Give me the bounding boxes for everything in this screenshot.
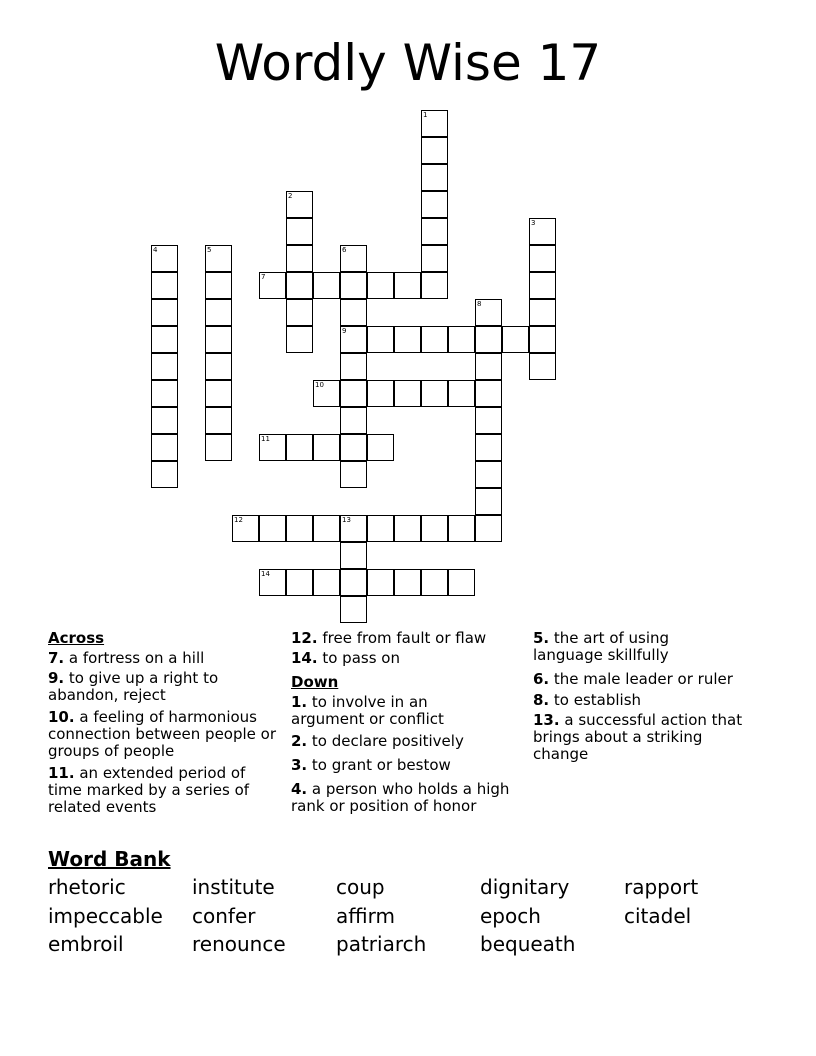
- clue-across-9: 9. to give up a right to abandon, reject: [48, 669, 219, 704]
- grid-cell[interactable]: [286, 299, 313, 326]
- grid-cell[interactable]: [313, 380, 340, 407]
- grid-cell[interactable]: [151, 245, 178, 272]
- grid-cell[interactable]: [340, 515, 367, 542]
- grid-cell[interactable]: [205, 380, 232, 407]
- grid-cell[interactable]: [448, 326, 475, 353]
- word-bank-item: dignitary: [480, 875, 570, 899]
- cell-number: 7: [261, 273, 266, 281]
- grid-cell[interactable]: [448, 569, 475, 596]
- clue-down-2: 2. to declare positively: [291, 732, 464, 750]
- grid-cell[interactable]: [394, 515, 421, 542]
- clue-down-6: 6. the male leader or ruler: [533, 670, 733, 688]
- grid-cell[interactable]: [259, 434, 286, 461]
- grid-cell[interactable]: [205, 299, 232, 326]
- grid-cell[interactable]: [421, 272, 448, 299]
- grid-cell[interactable]: [529, 353, 556, 380]
- grid-cell[interactable]: [421, 110, 448, 137]
- grid-cell[interactable]: [286, 218, 313, 245]
- cell-number: 9: [342, 327, 347, 335]
- grid-cell[interactable]: [475, 461, 502, 488]
- grid-cell[interactable]: [394, 326, 421, 353]
- page-title: Wordly Wise 17: [214, 34, 602, 92]
- grid-cell[interactable]: [313, 569, 340, 596]
- grid-cell[interactable]: [286, 515, 313, 542]
- grid-cell[interactable]: [340, 461, 367, 488]
- grid-cell[interactable]: [475, 515, 502, 542]
- word-bank-item: renounce: [192, 932, 286, 956]
- grid-cell[interactable]: [475, 326, 502, 353]
- cell-number: 13: [342, 516, 351, 524]
- grid-cell[interactable]: [259, 515, 286, 542]
- grid-cell[interactable]: [421, 137, 448, 164]
- grid-cell[interactable]: [313, 272, 340, 299]
- down-heading: Down: [291, 673, 339, 691]
- grid-cell[interactable]: [502, 326, 529, 353]
- grid-cell[interactable]: [205, 245, 232, 272]
- grid-cell[interactable]: [367, 326, 394, 353]
- clue-across-11: 11. an extended period of time marked by a series of related events: [48, 764, 250, 816]
- grid-cell[interactable]: [475, 407, 502, 434]
- grid-cell[interactable]: [340, 326, 367, 353]
- word-bank-item: epoch: [480, 904, 541, 928]
- clue-down-5: 5. the art of using language skillfully: [533, 629, 670, 664]
- cell-number: 4: [153, 246, 158, 254]
- word-bank-item: coup: [336, 875, 385, 899]
- grid-cell[interactable]: [151, 326, 178, 353]
- grid-cell[interactable]: [448, 515, 475, 542]
- grid-cell[interactable]: [286, 245, 313, 272]
- word-bank-item: institute: [192, 875, 275, 899]
- grid-cell[interactable]: [367, 434, 394, 461]
- grid-cell[interactable]: [421, 245, 448, 272]
- grid-cell[interactable]: [529, 299, 556, 326]
- grid-cell[interactable]: [475, 488, 502, 515]
- grid-cell[interactable]: [340, 407, 367, 434]
- clues-column-3: [533, 630, 763, 768]
- grid-cell[interactable]: [313, 434, 340, 461]
- grid-cell[interactable]: [421, 569, 448, 596]
- grid-cell[interactable]: [340, 353, 367, 380]
- grid-cell[interactable]: [367, 569, 394, 596]
- grid-cell[interactable]: [286, 326, 313, 353]
- grid-cell[interactable]: [259, 569, 286, 596]
- word-bank-item: citadel: [624, 904, 692, 928]
- grid-cell[interactable]: [421, 164, 448, 191]
- clue-down-4: 4. a person who holds a high rank or position of honor: [291, 780, 510, 815]
- word-bank-item: embroil: [48, 932, 124, 956]
- grid-cell[interactable]: [421, 515, 448, 542]
- grid-cell[interactable]: [340, 542, 367, 569]
- grid-cell[interactable]: [286, 569, 313, 596]
- grid-cell[interactable]: [340, 245, 367, 272]
- grid-cell[interactable]: [340, 569, 367, 596]
- grid-cell[interactable]: [340, 380, 367, 407]
- clue-down-3: 3. to grant or bestow: [291, 756, 451, 774]
- grid-cell[interactable]: [340, 272, 367, 299]
- grid-cell[interactable]: [286, 434, 313, 461]
- clue-down-13: 13. a successful action that brings about a striking change: [533, 711, 743, 763]
- word-bank-item: affirm: [336, 904, 395, 928]
- word-bank-item: bequeath: [480, 932, 576, 956]
- grid-cell[interactable]: [259, 272, 286, 299]
- cell-number: 3: [531, 219, 536, 227]
- grid-cell[interactable]: [205, 326, 232, 353]
- grid-cell[interactable]: [529, 326, 556, 353]
- clue-down-8: 8. to establish: [533, 691, 642, 709]
- word-bank-item: impeccable: [48, 904, 163, 928]
- grid-cell[interactable]: [475, 299, 502, 326]
- grid-cell[interactable]: [232, 515, 259, 542]
- word-bank-item: rhetoric: [48, 875, 126, 899]
- word-bank-item: confer: [192, 904, 256, 928]
- grid-cell[interactable]: [151, 353, 178, 380]
- grid-cell[interactable]: [394, 569, 421, 596]
- grid-cell[interactable]: [340, 596, 367, 623]
- grid-cell[interactable]: [475, 380, 502, 407]
- grid-cell[interactable]: [151, 434, 178, 461]
- cell-number: 8: [477, 300, 482, 308]
- clue-across-14: 14. to pass on: [291, 649, 400, 667]
- across-heading: Across: [48, 629, 105, 647]
- grid-cell[interactable]: [286, 272, 313, 299]
- cell-number: 10: [315, 381, 324, 389]
- grid-cell[interactable]: [475, 434, 502, 461]
- grid-cell[interactable]: [151, 272, 178, 299]
- grid-cell[interactable]: [151, 299, 178, 326]
- grid-cell[interactable]: [421, 191, 448, 218]
- grid-cell[interactable]: [151, 461, 178, 488]
- cell-number: 11: [261, 435, 270, 443]
- grid-cell[interactable]: [421, 326, 448, 353]
- cell-number: 5: [207, 246, 212, 254]
- grid-cell[interactable]: [205, 434, 232, 461]
- grid-cell[interactable]: [529, 218, 556, 245]
- grid-cell[interactable]: [286, 191, 313, 218]
- grid-cell[interactable]: [340, 299, 367, 326]
- clue-across-12: 12. free from fault or flaw: [291, 629, 487, 647]
- grid-cell[interactable]: [448, 380, 475, 407]
- grid-cell[interactable]: [421, 380, 448, 407]
- clues-column-1: [48, 630, 278, 821]
- grid-cell[interactable]: [205, 272, 232, 299]
- clue-across-10: 10. a feeling of harmonious connection between people or groups of people: [48, 708, 277, 760]
- clue-across-7: 7. a fortress on a hill: [48, 649, 205, 667]
- grid-cell[interactable]: [313, 515, 340, 542]
- word-bank-heading: Word Bank: [48, 847, 171, 871]
- clue-down-1: 1. to involve in an argument or conflict: [291, 693, 444, 728]
- grid-cell[interactable]: [367, 380, 394, 407]
- word-bank-item: patriarch: [336, 932, 427, 956]
- clues-column-2: [291, 630, 523, 820]
- grid-cell[interactable]: [394, 272, 421, 299]
- cell-number: 14: [261, 570, 270, 578]
- word-bank-item: rapport: [624, 875, 699, 899]
- cell-number: 12: [234, 516, 243, 524]
- grid-cell[interactable]: [205, 353, 232, 380]
- cell-number: 2: [288, 192, 293, 200]
- grid-cell[interactable]: [421, 218, 448, 245]
- grid-cell[interactable]: [529, 245, 556, 272]
- grid-cell[interactable]: [367, 272, 394, 299]
- grid-cell[interactable]: [529, 272, 556, 299]
- grid-cell[interactable]: [367, 515, 394, 542]
- cell-number: 1: [423, 111, 428, 119]
- grid-cell[interactable]: [205, 407, 232, 434]
- grid-cell[interactable]: [151, 380, 178, 407]
- cell-number: 6: [342, 246, 347, 254]
- grid-cell[interactable]: [475, 353, 502, 380]
- grid-cell[interactable]: [394, 380, 421, 407]
- grid-cell[interactable]: [340, 434, 367, 461]
- grid-cell[interactable]: [151, 407, 178, 434]
